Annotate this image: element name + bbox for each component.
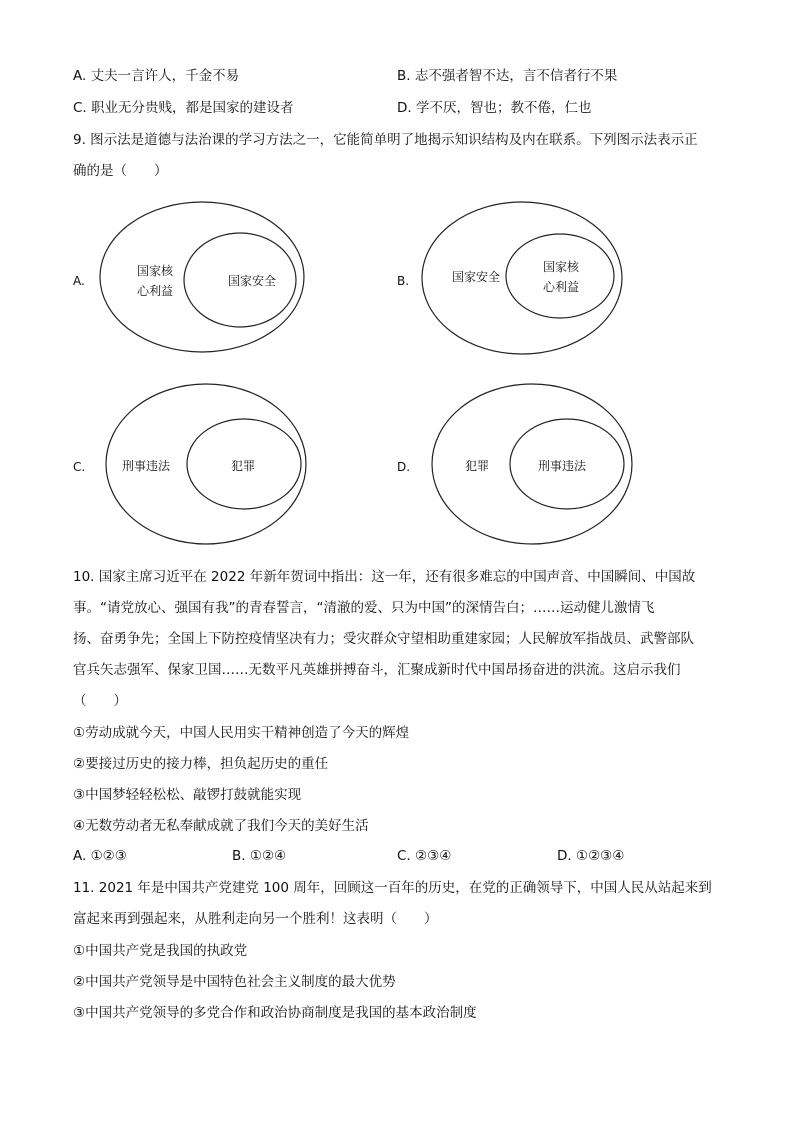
q10-statement-3: ③中国梦轻轻松松、敲锣打鼓就能实现 [73,787,302,803]
diagram-b-inner-label-2: 心利益 [543,280,580,294]
diagram-d-outer-ellipse [432,384,632,544]
diagram-c-outer-label: 刑事违法 [122,459,171,473]
q11-statement-3: ③中国共产党领导的多党合作和政治协商制度是我国的基本政治制度 [73,1005,477,1021]
diagram-b-letter: B. [397,274,410,288]
diagram-b-inner-ellipse [506,234,614,318]
diagram-a-letter: A. [73,274,85,288]
diagram-b-outer-label: 国家安全 [452,270,501,284]
q10-stem-line4: 官兵矢志强军、保家卫国……无数平凡英雄拼搏奋斗，汇聚成新时代中国昂扬奋进的洪流。这启示我们 [73,662,681,678]
q10-stem-line5: （ ） [73,693,127,709]
q9-stem-line2: 确的是（ ） [73,163,168,179]
q10-statement-1: ①劳动成就今天，中国人民用实干精神创造了今天的辉煌 [73,725,410,741]
diagram-d-letter: D. [397,460,411,474]
q10-option-b: B. ①②④ [232,848,287,864]
q10-option-c: C. ②③④ [397,848,452,864]
diagram-d-inner-label: 刑事违法 [538,459,587,473]
q11-statement-2: ②中国共产党领导是中国特色社会主义制度的最大优势 [73,974,396,990]
q10-option-a: A. ①②③ [73,848,127,864]
diagram-a-inner-label: 国家安全 [228,274,277,288]
diagram-a-outer-label-2: 心利益 [137,284,174,298]
diagram-a-outer-label-1: 国家核 [137,264,174,278]
q10-statement-2: ②要接过历史的接力棒，担负起历史的重任 [73,756,329,772]
diagram-b-inner-label-1: 国家核 [543,260,580,274]
q10-stem-line1: 10. 国家主席习近平在 2022 年新年贺词中指出：这一年，还有很多难忘的中国声音、中国瞬间、中国故 [73,569,696,585]
diagram-d-outer-label: 犯罪 [465,459,490,473]
q9-stem-line1: 9. 图示法是道德与法治课的学习方法之一，它能简单明了地揭示知识结构及内在联系。下列图示法表示正 [73,132,698,148]
q11-stem-line2: 富起来再到强起来，从胜利走向另一个胜利！这表明（ ） [73,911,438,927]
q8-option-d: D. 学不厌，智也；教不倦，仁也 [397,100,592,116]
q10-option-d: D. ①②③④ [557,848,625,864]
diagram-c-letter: C. [73,460,86,474]
q8-option-a: A. 丈夫一言许人，千金不易 [73,68,240,84]
q10-stem-line3: 扬、奋勇争先；全国上下防控疫情坚决有力；受灾群众守望相助重建家园；人民解放军指战员、武警部队 [73,631,694,647]
q11-stem-line1: 11. 2021 年是中国共产党建党 100 周年，回顾这一百年的历史，在党的正确领导下，中国人民从站起来到 [73,880,712,896]
q10-statement-4: ④无数劳动者无私奉献成就了我们今天的美好生活 [73,818,369,834]
q8-option-c: C. 职业无分贵贱，都是国家的建设者 [73,100,294,116]
diagram-c-inner-label: 犯罪 [231,459,256,473]
q8-option-b: B. 志不强者智不达，言不信者行不果 [397,68,618,84]
q11-statement-1: ①中国共产党是我国的执政党 [73,943,248,959]
q10-stem-line2: 事。“请党放心、强国有我”的青春誓言，“清澈的爱、只为中国”的深情告白；……运动健儿激情飞 [73,600,655,616]
